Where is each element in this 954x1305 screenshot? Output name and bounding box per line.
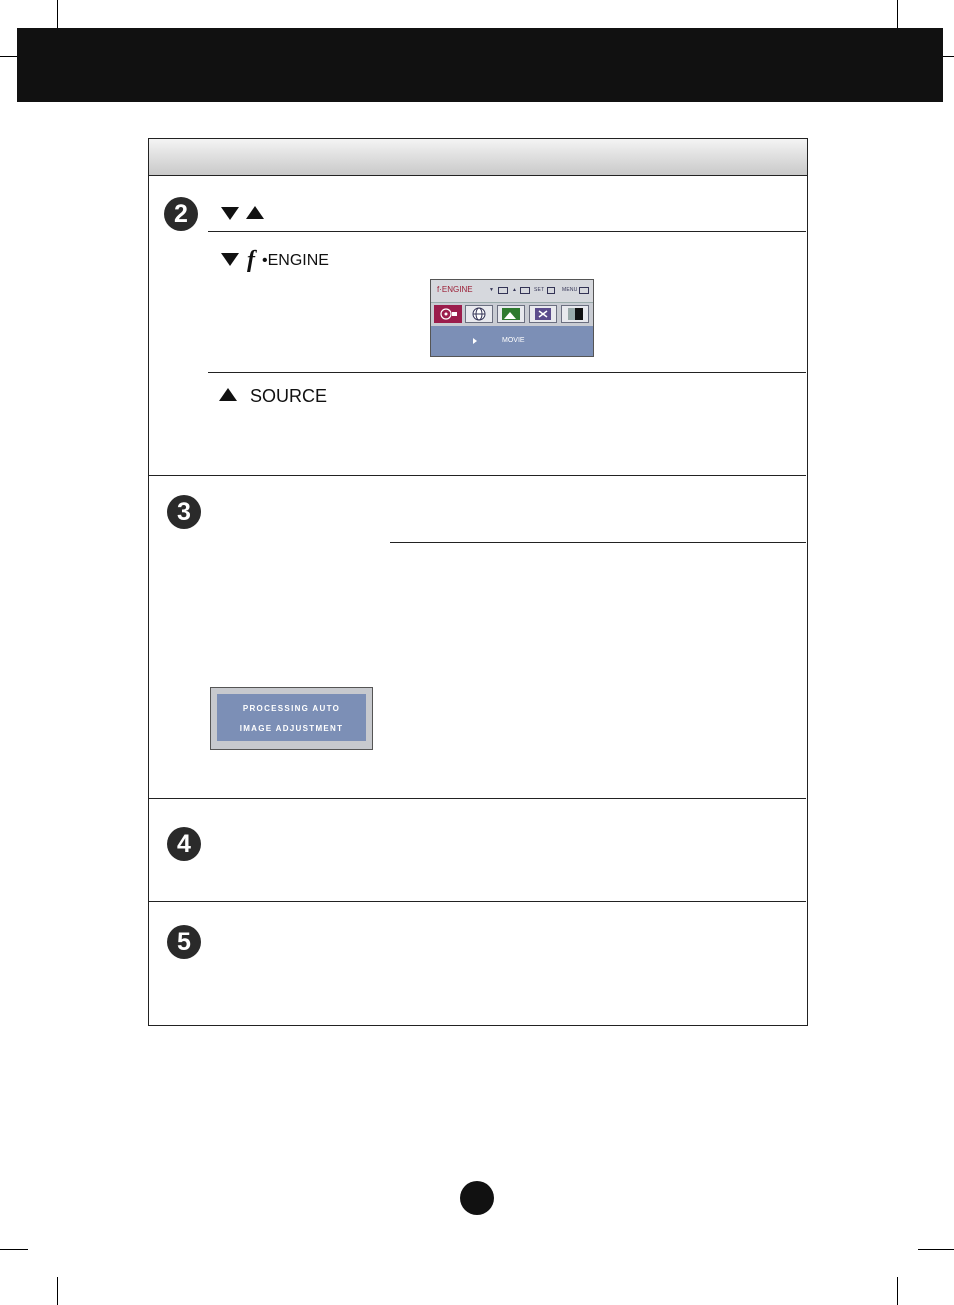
processing-line-1: PROCESSING AUTO <box>242 704 341 713</box>
crop-mark <box>0 1249 28 1250</box>
fengine-symbol: f <box>247 247 255 273</box>
step-number-5: 5 <box>167 925 201 959</box>
fengine-label: •ENGINE <box>262 252 329 269</box>
crop-mark <box>943 56 954 57</box>
source-label: SOURCE <box>250 386 328 406</box>
osd-selected-mode: MOVIE <box>502 337 525 344</box>
step-number-2: 2 <box>164 197 198 231</box>
row-divider <box>148 798 806 799</box>
page-header-bar <box>17 28 943 102</box>
osd-mode-icons <box>431 303 593 325</box>
crop-mark <box>918 1249 954 1250</box>
divider <box>390 542 806 543</box>
processing-osd-message <box>210 687 373 750</box>
picture-icon <box>497 305 525 323</box>
osd-set-control: SET <box>534 287 545 293</box>
fengine-osd-menu <box>430 279 594 357</box>
crop-mark <box>0 56 17 57</box>
processing-message-panel <box>217 694 366 741</box>
crop-mark <box>897 1277 898 1305</box>
step-number-4: 4 <box>167 827 201 861</box>
down-arrow-icon <box>221 207 239 220</box>
divider <box>208 372 806 373</box>
row-divider <box>148 475 806 476</box>
crop-mark <box>57 1277 58 1305</box>
internet-icon <box>465 305 493 323</box>
osd-button-icon <box>520 287 530 294</box>
normal-icon <box>561 305 589 323</box>
osd-button-icon <box>547 287 555 294</box>
row-divider <box>148 901 806 902</box>
page-number-badge <box>460 1181 494 1215</box>
user-icon <box>529 305 557 323</box>
osd-down-control: ▼ <box>489 287 495 293</box>
crop-mark <box>57 0 58 28</box>
pointer-arrow-icon <box>473 338 477 344</box>
up-arrow-icon <box>219 388 237 401</box>
down-arrow-icon <box>221 253 239 266</box>
osd-menu-control: MENU <box>562 287 578 293</box>
osd-button-icon <box>498 287 508 294</box>
up-arrow-icon <box>246 206 264 219</box>
osd-brand: f·ENGINE <box>437 285 473 294</box>
table-header <box>149 139 807 176</box>
movie-icon <box>434 305 462 323</box>
crop-mark <box>897 0 898 28</box>
processing-line-2: IMAGE ADJUSTMENT <box>239 724 344 733</box>
divider <box>208 231 806 232</box>
osd-title-bar <box>431 280 593 303</box>
osd-up-control: ▲ <box>512 287 518 293</box>
step-number-3: 3 <box>167 495 201 529</box>
osd-mode-panel <box>431 326 593 356</box>
osd-button-icon <box>579 287 589 294</box>
